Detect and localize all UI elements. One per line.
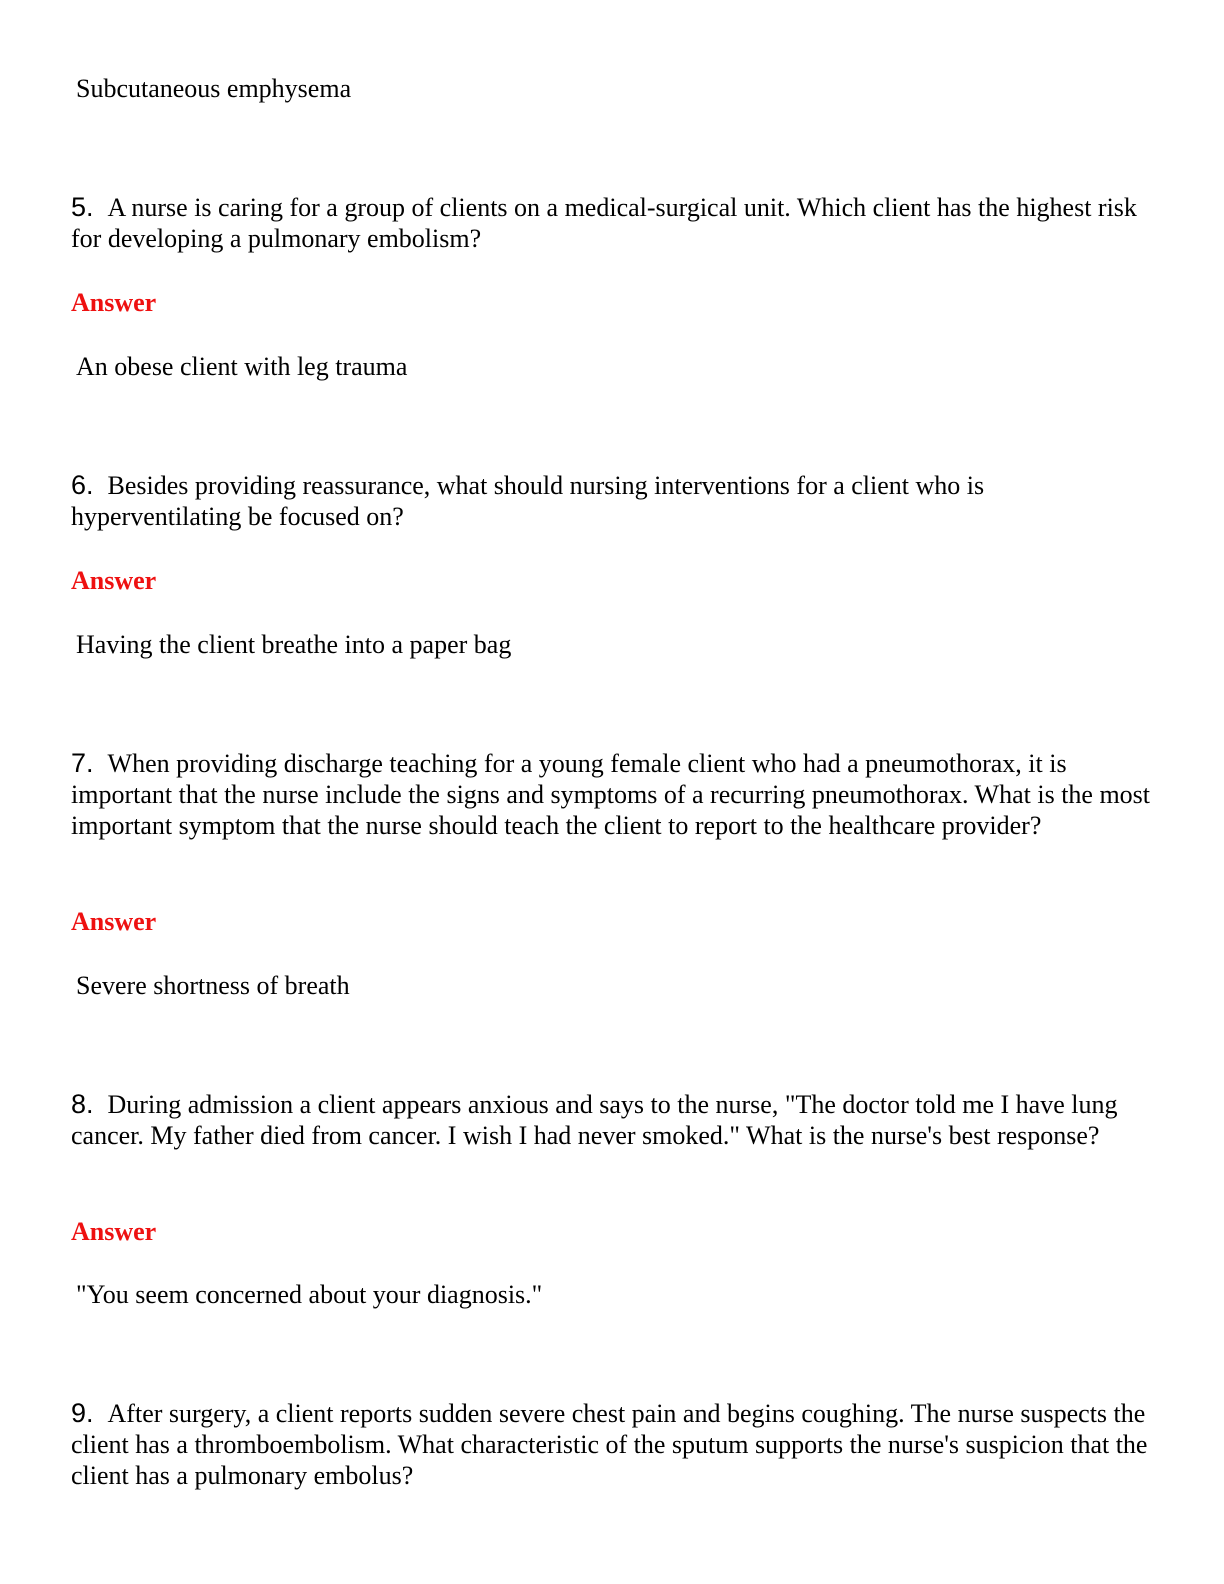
question-number: 7. (71, 748, 94, 778)
question-text: During admission a client appears anxious and says to the nurse, "The doctor told me I have lung cancer. My father died from cancer. I wish I had never smoked." What is the nurse's best response? (71, 1090, 1118, 1150)
answer-text-6: Having the client breathe into a paper bag (76, 630, 512, 659)
question-7 (71, 748, 1151, 841)
question-number: 5. (71, 192, 94, 222)
answer-label-5: Answer (71, 288, 157, 317)
question-text: When providing discharge teaching for a young female client who had a pneumothorax, it is important that the nurse include the signs and symptoms of a recurring pneumothorax. What is the most important symptom that the nurse should teach the client to report to the healthcare provider? (71, 749, 1151, 840)
question-5 (71, 192, 1151, 254)
question-8 (71, 1089, 1151, 1151)
question-number: 9. (71, 1398, 94, 1428)
answer-text-5: An obese client with leg trauma (76, 352, 408, 381)
question-text: After surgery, a client reports sudden severe chest pain and begins coughing. The nurse suspects the client has a thromboembolism. What characteristic of the sputum supports the nurse's suspicion that the client has a pulmonary embolus? (71, 1399, 1148, 1490)
answer-label-6: Answer (71, 566, 157, 595)
answer-label-8: Answer (71, 1217, 157, 1246)
answer-text-8: "You seem concerned about your diagnosis." (76, 1280, 543, 1309)
answer-label-7: Answer (71, 907, 157, 936)
leading-answer-text: Subcutaneous emphysema (76, 74, 352, 103)
answer-text-7: Severe shortness of breath (76, 971, 350, 1000)
question-text: A nurse is caring for a group of clients on a medical-surgical unit. Which client has the highest risk for developing a pulmonary embolism? (71, 193, 1137, 253)
question-number: 6. (71, 470, 94, 500)
question-number: 8. (71, 1089, 94, 1119)
question-text: Besides providing reassurance, what should nursing interventions for a client who is hyperventilating be focused on? (71, 471, 985, 531)
question-9 (71, 1398, 1151, 1491)
question-6 (71, 470, 1151, 532)
